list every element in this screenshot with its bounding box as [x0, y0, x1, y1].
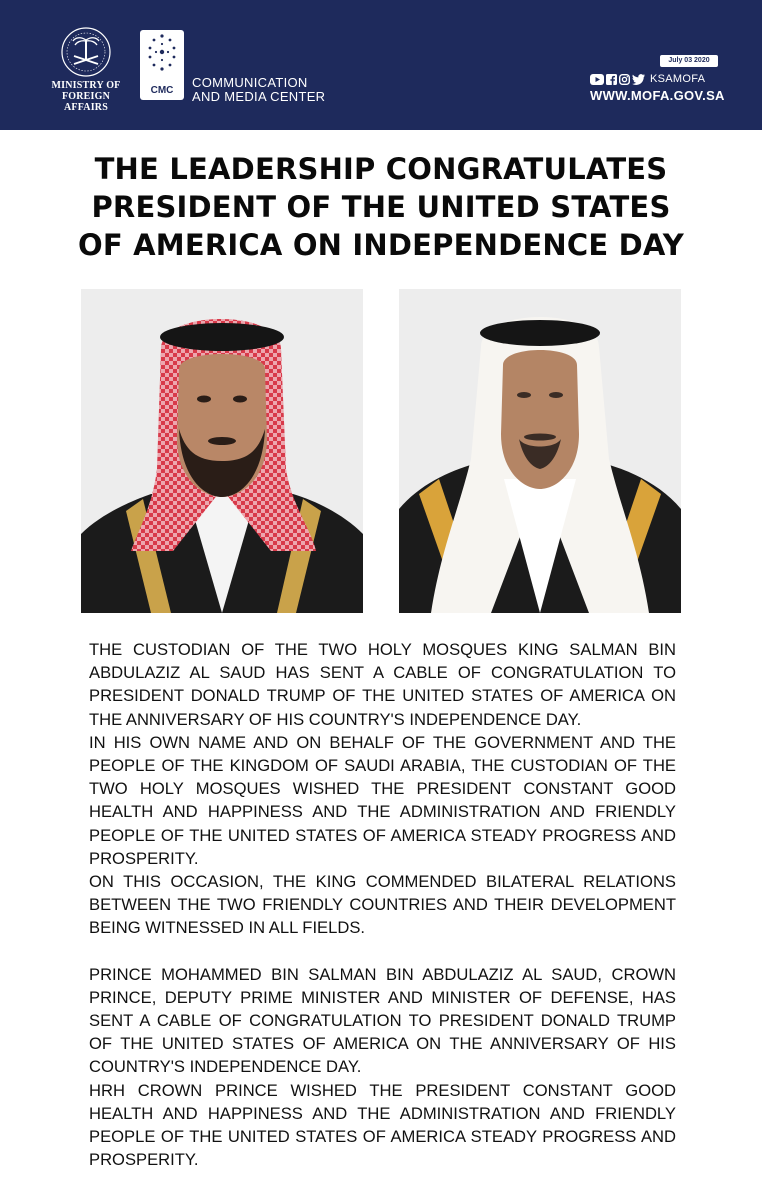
facebook-icon[interactable] — [606, 74, 617, 85]
ministry-name-line1: MINISTRY OF — [51, 80, 121, 91]
social-links — [590, 72, 718, 86]
article-paragraph: HRH CROWN PRINCE WISHED THE PRESIDENT CONSTANT GOOD HEALTH AND HAPPINESS AND THE ADMINISTRATION AND FRIENDLY PEOPLE OF THE UNITED STATES OF AMERICA STEADY PROGRESS AND PROSPERITY. — [89, 1080, 676, 1170]
article-paragraph: ON THIS OCCASION, THE KING COMMENDED BILATERAL RELATIONS BETWEEN THE TWO FRIENDLY COUNTRIES AND THEIR DEVELOPMENT BEING WITNESSED IN ALL FIELDS. — [89, 872, 676, 938]
portrait-photo-left — [81, 289, 363, 613]
date-badge: July 03 2020 — [660, 55, 718, 67]
article-paragraph: IN HIS OWN NAME AND ON BEHALF OF THE GOVERNMENT AND THE PEOPLE OF THE KINGDOM OF SAUDI ARABIA, THE CUSTODIAN OF THE TWO HOLY MOSQUES WISHED THE PRESIDENT CONSTANT GOOD HEALTH AND HAPPINESS AND THE ADMINISTRATION AND FRIENDLY PEOPLE OF THE UNITED STATES OF AMERICA STEADY PROGRESS AND PROSPERITY. — [89, 732, 676, 868]
cmc-caption-line2: AND MEDIA CENTER — [192, 89, 326, 104]
mofa-emblem-icon — [58, 26, 114, 78]
social-handle: KSAMOFA — [650, 73, 706, 85]
cmc-caption-line1: COMMUNICATION — [192, 75, 308, 90]
article-paragraph: PRINCE MOHAMMED BIN SALMAN BIN ABDULAZIZ AL SAUD, CROWN PRINCE, DEPUTY PRIME MINISTER AND MINISTER OF DEFENSE, HAS SENT A CABLE OF CONGRATULATION TO PRESIDENT DONALD TRUMP OF THE UNITED STATES OF AMERICA ON THE ANNIVERSARY OF HIS COUNTRY'S INDEPENDENCE DAY. — [89, 964, 676, 1077]
portrait-left-illustration — [81, 289, 363, 613]
title-line3: OF AMERICA ON INDEPENDENCE DAY — [78, 228, 684, 262]
cmc-label: CMC — [150, 85, 174, 96]
ministry-name-line2: FOREIGN AFFAIRS — [61, 91, 111, 113]
mofa-logo — [40, 26, 132, 113]
instagram-icon[interactable] — [619, 74, 630, 85]
portrait-photo-right — [399, 289, 681, 613]
cmc-logo — [140, 30, 184, 100]
article-body — [89, 638, 676, 1171]
paragraph-spacer — [89, 940, 676, 963]
cmc-logo-icon — [140, 30, 184, 82]
cmc-caption — [192, 76, 325, 104]
title-line2: PRESIDENT OF THE UNITED STATES — [91, 190, 671, 224]
portrait-right-illustration — [399, 289, 681, 613]
header-banner — [0, 0, 762, 130]
website-link[interactable]: WWW.MOFA.GOV.SA — [590, 88, 725, 103]
article-paragraph: THE CUSTODIAN OF THE TWO HOLY MOSQUES KING SALMAN BIN ABDULAZIZ AL SAUD HAS SENT A CABLE OF CONGRATULATION TO PRESIDENT DONALD TRUMP OF THE UNITED STATES OF AMERICA ON THE ANNIVERSARY OF HIS COUNTRY'S INDEPENDENCE DAY. — [89, 640, 676, 729]
twitter-icon[interactable] — [632, 74, 645, 85]
title-line1: THE LEADERSHIP CONGRATULATES — [94, 152, 668, 186]
ministry-name — [40, 80, 132, 113]
page-title — [30, 150, 732, 264]
youtube-icon[interactable] — [590, 74, 604, 85]
